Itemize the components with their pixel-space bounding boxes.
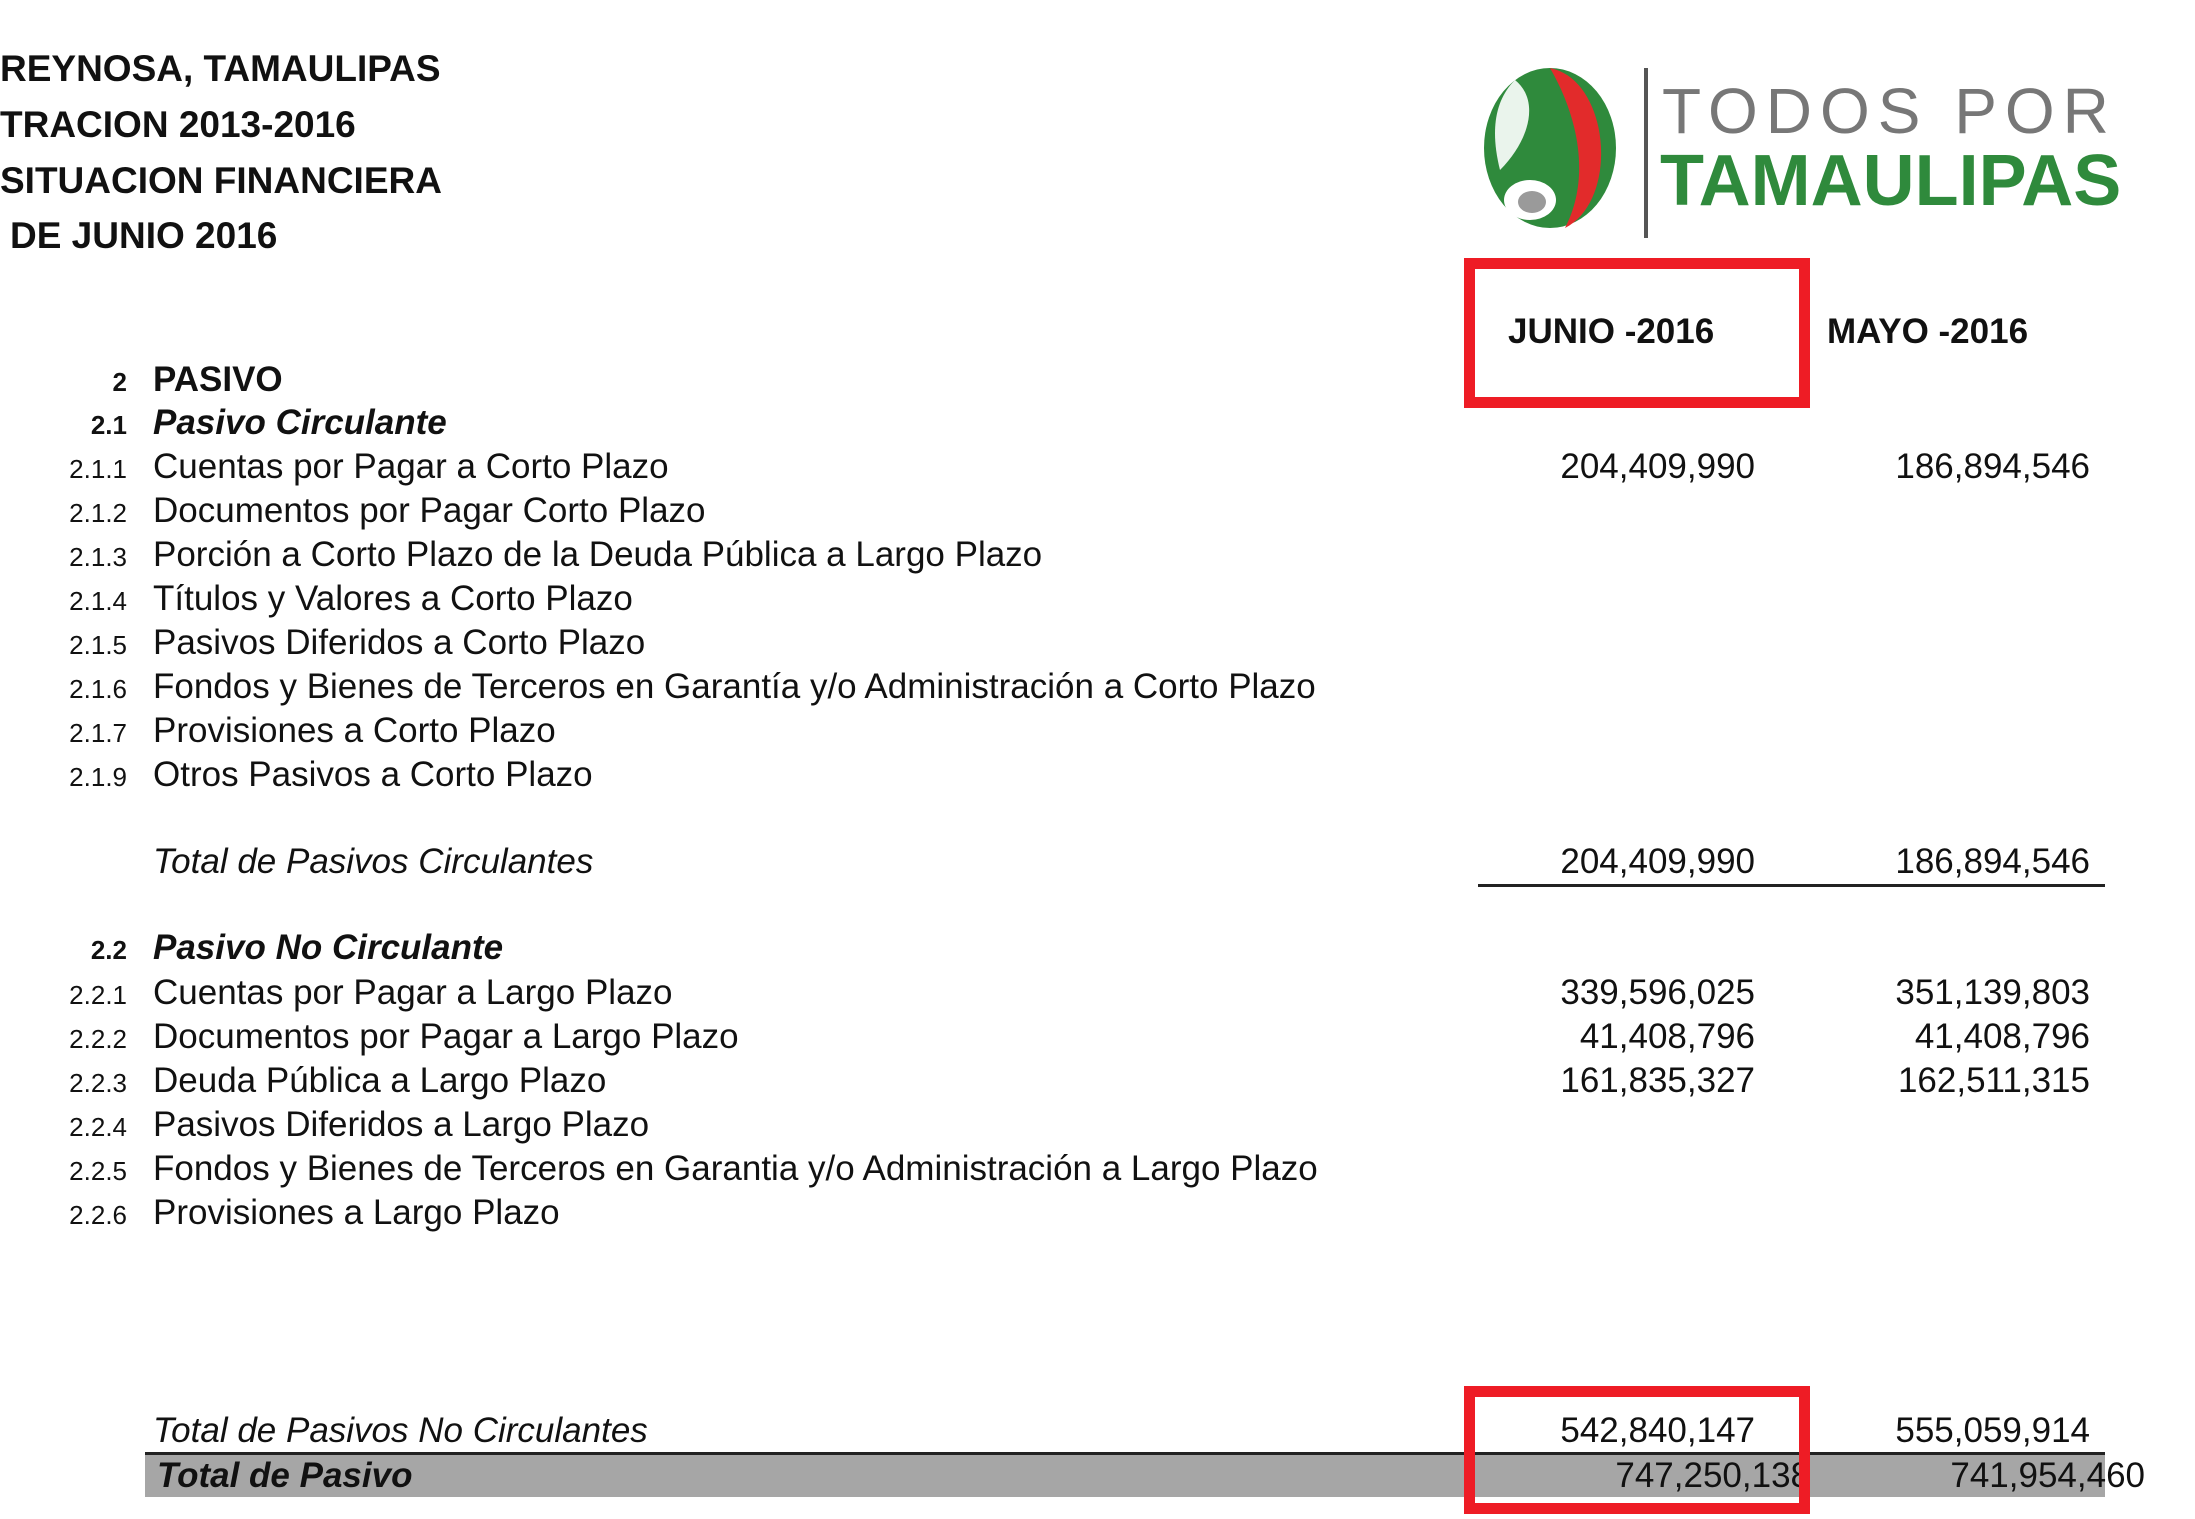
account-label: Pasivo Circulante bbox=[153, 403, 447, 442]
account-code: 2.1.9 bbox=[69, 762, 127, 792]
account-code: 2.1.2 bbox=[69, 498, 127, 528]
value-current: 747,250,138 bbox=[1615, 1456, 1810, 1495]
header-entity: REYNOSA, TAMAULIPAS bbox=[0, 48, 441, 89]
table-row bbox=[0, 1149, 2195, 1189]
header-date: DE JUNIO 2016 bbox=[10, 215, 278, 256]
account-label: Pasivo No Circulante bbox=[153, 928, 504, 967]
table-row bbox=[0, 711, 2195, 751]
table-row bbox=[0, 1105, 2195, 1145]
value-current: 41,408,796 bbox=[1579, 1017, 1755, 1056]
logo-text-bottom: TAMAULIPAS bbox=[1660, 141, 2122, 221]
subtotal-row-no-circulantes bbox=[0, 1411, 2195, 1451]
table-row bbox=[0, 623, 2195, 663]
section-row-pasivo-circulante bbox=[0, 403, 2195, 443]
account-label: Cuentas por Pagar a Largo Plazo bbox=[153, 973, 673, 1012]
value-previous: 186,894,546 bbox=[1895, 447, 2090, 486]
account-label: Documentos por Pagar a Largo Plazo bbox=[153, 1017, 739, 1056]
subtotal-row-circulantes bbox=[0, 842, 2195, 882]
account-label: Otros Pasivos a Corto Plazo bbox=[153, 755, 593, 794]
account-code: 2.2.4 bbox=[69, 1112, 127, 1142]
logo-emblem-icon bbox=[1470, 60, 1630, 235]
account-label: PASIVO bbox=[153, 360, 283, 399]
value-previous: 162,511,315 bbox=[1897, 1061, 2090, 1100]
account-label: Provisiones a Largo Plazo bbox=[153, 1193, 560, 1232]
value-previous: 351,139,803 bbox=[1895, 973, 2090, 1012]
table-row bbox=[0, 447, 2195, 487]
table-row bbox=[0, 755, 2195, 795]
highlight-box-totals bbox=[1464, 1386, 1810, 1514]
account-code: 2.2.5 bbox=[69, 1156, 127, 1186]
account-label: Documentos por Pagar Corto Plazo bbox=[153, 491, 706, 530]
account-code: 2.2.6 bbox=[69, 1200, 127, 1230]
table-row bbox=[0, 1193, 2195, 1233]
value-previous: 186,894,546 bbox=[1895, 842, 2090, 881]
grand-total-row bbox=[145, 1455, 2145, 1497]
logo-divider bbox=[1644, 68, 1648, 238]
account-label: Pasivos Diferidos a Largo Plazo bbox=[153, 1105, 650, 1144]
account-code: 2.2.1 bbox=[69, 980, 127, 1010]
account-code: 2.1.6 bbox=[69, 674, 127, 704]
account-code: 2.2.2 bbox=[69, 1024, 127, 1054]
account-code: 2.1 bbox=[90, 410, 127, 440]
account-label: Provisiones a Corto Plazo bbox=[153, 711, 556, 750]
column-header-current: JUNIO -2016 bbox=[1508, 312, 1715, 351]
account-code: 2 bbox=[112, 367, 127, 397]
account-label: Porción a Corto Plazo de la Deuda Pública a Largo Plazo bbox=[153, 535, 1043, 574]
value-current: 204,409,990 bbox=[1560, 447, 1755, 486]
account-code: 2.2.3 bbox=[69, 1068, 127, 1098]
account-label: Títulos y Valores a Corto Plazo bbox=[153, 579, 633, 618]
header-administration: TRACION 2013-2016 bbox=[0, 104, 356, 145]
account-label: Total de Pasivo bbox=[157, 1456, 413, 1495]
account-code: 2.1.4 bbox=[69, 586, 127, 616]
subtotal-rule bbox=[1478, 884, 2105, 887]
header-report-title: SITUACION FINANCIERA bbox=[0, 160, 442, 201]
account-code: 2.1.3 bbox=[69, 542, 127, 572]
account-label: Total de Pasivos Circulantes bbox=[153, 842, 594, 881]
highlight-box-column-header bbox=[1464, 258, 1810, 408]
section-row-pasivo bbox=[0, 360, 2195, 400]
account-label: Deuda Pública a Largo Plazo bbox=[153, 1061, 607, 1100]
column-header-previous: MAYO -2016 bbox=[1827, 312, 2029, 351]
table-row bbox=[0, 579, 2195, 619]
account-code: 2.1.1 bbox=[69, 454, 127, 484]
logo bbox=[1470, 60, 2122, 245]
value-current: 204,409,990 bbox=[1560, 842, 1755, 881]
account-label: Cuentas por Pagar a Corto Plazo bbox=[153, 447, 669, 486]
value-current: 542,840,147 bbox=[1560, 1411, 1755, 1450]
table-row bbox=[0, 667, 2195, 707]
account-code: 2.1.7 bbox=[69, 718, 127, 748]
account-code: 2.2 bbox=[90, 935, 127, 965]
section-row-pasivo-no-circulante bbox=[0, 928, 2195, 968]
table-row bbox=[0, 1017, 2195, 1057]
value-previous: 555,059,914 bbox=[1895, 1411, 2090, 1450]
account-code: 2.1.5 bbox=[69, 630, 127, 660]
account-label: Total de Pasivos No Circulantes bbox=[153, 1411, 648, 1450]
value-current: 161,835,327 bbox=[1560, 1061, 1755, 1100]
account-label: Fondos y Bienes de Terceros en Garantia y/o Administración a Largo Plazo bbox=[153, 1149, 1318, 1188]
table-row bbox=[0, 973, 2195, 1013]
account-label: Pasivos Diferidos a Corto Plazo bbox=[153, 623, 646, 662]
value-previous: 41,408,796 bbox=[1914, 1017, 2090, 1056]
value-previous: 741,954,460 bbox=[1950, 1456, 2145, 1495]
value-current: 339,596,025 bbox=[1560, 973, 1755, 1012]
account-label: Fondos y Bienes de Terceros en Garantía y/o Administración a Corto Plazo bbox=[153, 667, 1316, 706]
table-row bbox=[0, 1061, 2195, 1101]
logo-text-top: TODOS POR bbox=[1662, 75, 2117, 147]
table-row bbox=[0, 535, 2195, 575]
table-row bbox=[0, 491, 2195, 531]
